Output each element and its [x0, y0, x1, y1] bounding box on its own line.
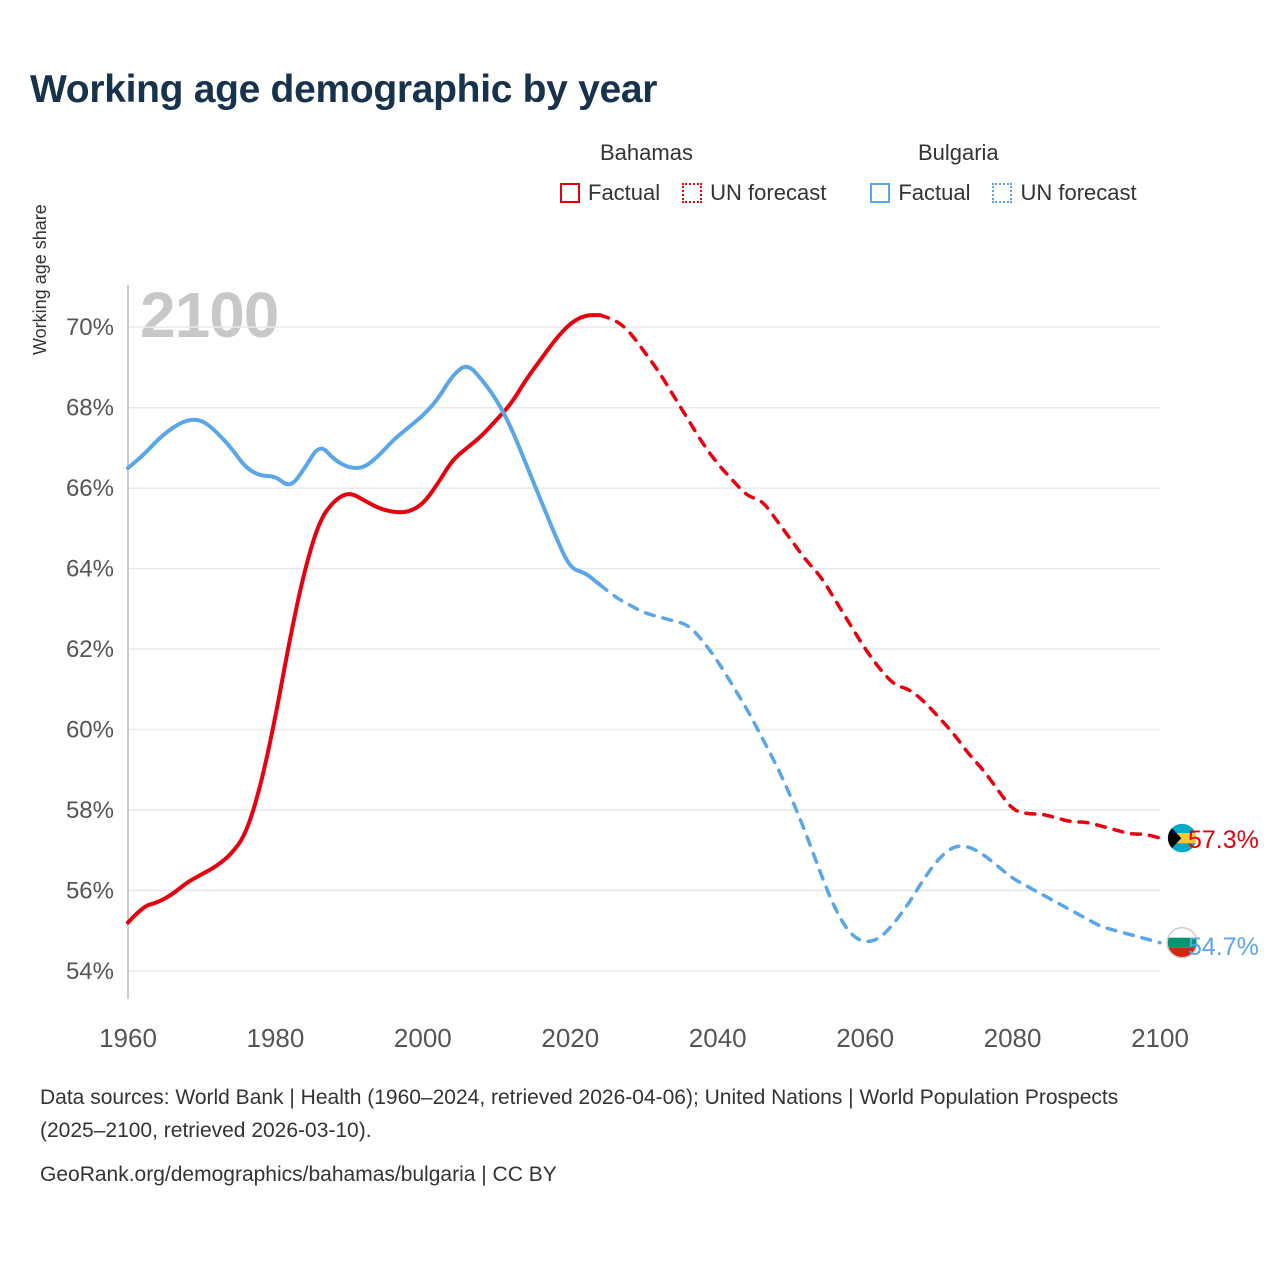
legend-country-titles: [560, 140, 1260, 166]
watermark-year: 2100: [140, 279, 279, 351]
x-tick-label: 2100: [1131, 1023, 1189, 1053]
series-line: [128, 315, 600, 922]
x-tick-label: 1960: [99, 1023, 157, 1053]
y-tick-label: 60%: [65, 716, 114, 744]
y-tick-label: 62%: [65, 636, 114, 664]
legend-item-bulgaria-factual[interactable]: [870, 180, 970, 206]
y-tick-label: 54%: [65, 957, 114, 985]
legend-item-bahamas-factual[interactable]: [560, 180, 660, 206]
x-tick-label: 2080: [983, 1023, 1042, 1053]
legend-swatch-solid-blue-icon: [870, 183, 890, 203]
chart-svg: [0, 255, 1280, 1055]
x-tick-label: 2060: [836, 1023, 895, 1053]
footer-sources: Data sources: World Bank | Health (1960–2024, retrieved 2026-04-06); United Nations | World Population Prospects (2025–2100, retrieved 2026-03-10).: [40, 1086, 1119, 1142]
y-tick-label: 58%: [65, 796, 114, 824]
legend-country-bulgaria: Bulgaria: [917, 140, 999, 165]
series-line: [600, 315, 1160, 838]
legend-swatch-dotted-red-icon: [682, 183, 702, 203]
y-tick-label: 70%: [65, 314, 114, 342]
x-tick-label: 2000: [393, 1023, 452, 1053]
legend-label-bulgaria-forecast: UN forecast: [1020, 180, 1137, 205]
legend-swatch-dotted-blue-icon: [992, 183, 1012, 203]
y-axis-label: Working age share: [30, 204, 50, 355]
legend-label-bahamas-factual: Factual: [588, 180, 661, 205]
legend-item-bulgaria-forecast[interactable]: [992, 180, 1136, 206]
y-tick-label: 66%: [65, 475, 114, 503]
legend-item-bahamas-forecast[interactable]: [682, 180, 826, 206]
x-tick-label: 2040: [688, 1023, 747, 1053]
end-label-bahamas: 57.3%: [1188, 826, 1259, 854]
series-line: [600, 585, 1160, 943]
y-tick-label: 56%: [65, 877, 114, 905]
chart-legend: [560, 140, 1260, 206]
legend-label-bahamas-forecast: UN forecast: [710, 180, 827, 205]
series-line: [128, 367, 600, 585]
end-label-bulgaria: 54.7%: [1188, 933, 1259, 961]
legend-items: [560, 180, 1260, 206]
x-tick-label: 2020: [541, 1023, 600, 1053]
legend-swatch-solid-red-icon: [560, 183, 580, 203]
footer-link[interactable]: GeoRank.org/demographics/bahamas/bulgaria | CC BY: [40, 1163, 557, 1187]
y-tick-label: 64%: [65, 555, 114, 583]
legend-label-bulgaria-factual: Factual: [898, 180, 971, 205]
page-title: Working age demographic by year: [30, 68, 658, 111]
y-tick-label: 68%: [65, 394, 114, 422]
legend-country-bahamas: Bahamas: [600, 140, 693, 165]
x-tick-label: 1980: [246, 1023, 305, 1053]
footer: [40, 1082, 1240, 1192]
plot-area: [0, 255, 1280, 1055]
